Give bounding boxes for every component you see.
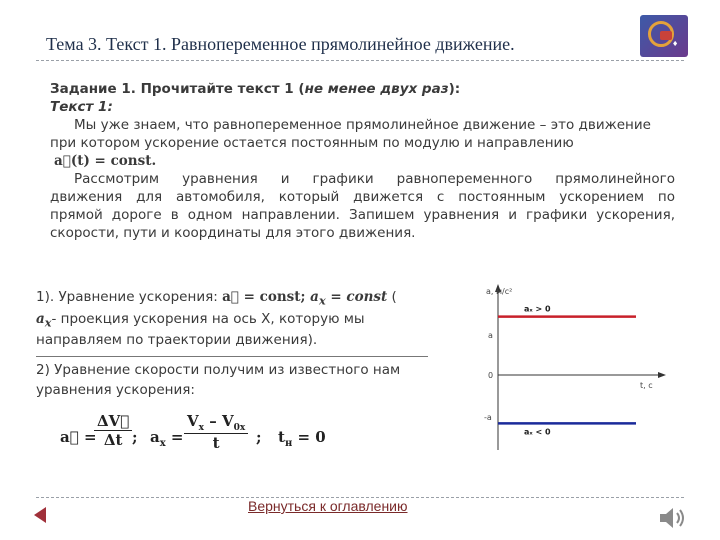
velocity-intro	[36, 360, 436, 400]
formula-rhs-3: = 0	[292, 428, 326, 446]
formula-lhs-2-sub: x	[159, 438, 166, 449]
logo-mark: ♦	[672, 40, 679, 48]
formula-sep-2: ;	[256, 428, 262, 446]
eq1-prefix: 1). Уравнение ускорения:	[36, 289, 223, 305]
eq1-line-1	[36, 288, 436, 310]
formula-lhs-3-sub: н	[284, 438, 293, 449]
task-heading-note: не менее двух раз	[304, 81, 449, 97]
fraction-2-sub2: 0x	[233, 423, 246, 433]
logo-icon	[640, 15, 688, 57]
eq1-line2-rest: - проекция ускорения на ось Х, которую мы	[51, 310, 365, 327]
speaker-wave-1	[677, 513, 679, 523]
logo-dot	[660, 31, 672, 40]
section-divider	[36, 356, 428, 357]
formula-sep-1: ;	[132, 428, 138, 446]
fraction-2-mid: – V	[204, 412, 234, 430]
series-label-negative: aₓ < 0	[524, 427, 551, 437]
fraction-2	[184, 412, 248, 452]
text-line-2: при котором ускорение остается постоянным по модулю и направлению	[50, 135, 574, 151]
eq1-line2-a: a	[36, 310, 45, 327]
eq1-paren: (	[387, 289, 397, 305]
eq1-ax-sub: x	[318, 293, 326, 308]
task-heading-end: ):	[448, 81, 461, 97]
text-line-3: a⃗(t) = const.	[54, 153, 157, 169]
formula-lhs-3	[278, 428, 326, 449]
fraction-2-den: t	[184, 433, 248, 452]
x-axis-label: t, c	[640, 381, 653, 390]
speaker-body	[660, 508, 673, 528]
series-label-positive: aₓ > 0	[524, 304, 551, 314]
formula-lhs-2-a: a	[150, 428, 160, 446]
triangle-left-icon[interactable]	[34, 507, 46, 523]
y-axis-label: a, м/с²	[486, 287, 513, 296]
acceleration-formulas	[60, 412, 390, 468]
task-heading	[50, 80, 675, 98]
fraction-2-v: V	[187, 412, 199, 430]
y-tick-label-1: 0	[488, 371, 494, 380]
acceleration-equation	[36, 288, 436, 349]
speaker-icon[interactable]	[656, 504, 688, 532]
text-block	[50, 80, 675, 242]
text-line-1: Мы уже знаем, что равнопеременное прямолинейное движение – это движение	[74, 117, 651, 133]
y-tick-label-2: -a	[484, 413, 492, 422]
speaker-wave-2	[680, 510, 683, 526]
text-label: Текст 1:	[50, 99, 113, 115]
x-axis-arrow	[658, 372, 666, 378]
formula-lhs-1: a⃗ =	[60, 428, 97, 446]
y-tick-label-0: a	[488, 331, 493, 340]
fraction-2-sub: x	[198, 423, 205, 433]
eq1-ax: a	[305, 289, 319, 305]
task-heading-bold: Задание 1	[50, 81, 131, 97]
text-para2-line-2: движения для автомобиля, который движется с постоянным ускорением по	[50, 189, 675, 205]
formula-eq-2: =	[165, 428, 184, 446]
formula-lhs-2	[150, 428, 184, 449]
page-title: Тема 3. Текст 1. Равнопеременное прямолинейное движение.	[46, 34, 515, 54]
formula-lhs-3-t: t	[278, 428, 285, 446]
eq2-line-2: уравнения ускорения:	[36, 382, 195, 398]
fraction-2-num	[184, 412, 248, 433]
task-heading-rest: . Прочитайте текст 1 (	[130, 81, 305, 97]
eq2-line-1: 2) Уравнение скорости получим из известного нам	[36, 362, 401, 378]
top-divider	[36, 60, 684, 61]
eq1-line-2	[36, 310, 436, 332]
fraction-1	[94, 412, 132, 449]
back-to-contents-link[interactable]: Вернуться к оглавлению	[248, 498, 408, 514]
text-para2-line-4: скорости, пути и координаты для этого движения.	[50, 225, 416, 241]
fraction-1-den: Δt	[94, 430, 132, 449]
eq1-line2-sub: x	[44, 315, 52, 330]
eq1-line-3: направляем по траектории движения).	[36, 332, 318, 349]
text-para2-line-1: Рассмотрим уравнения и графики равнопеременного прямолинейного	[74, 171, 675, 187]
eq1-vec: a⃗ = const;	[222, 289, 306, 305]
acceleration-chart	[474, 282, 670, 450]
text-para2-line-3: прямой дороге в одном направлении. Запишем уравнения и графики ускорения,	[50, 207, 675, 223]
fraction-1-num: ΔV⃗	[97, 412, 130, 430]
eq1-ax-rest: = const	[325, 289, 388, 305]
